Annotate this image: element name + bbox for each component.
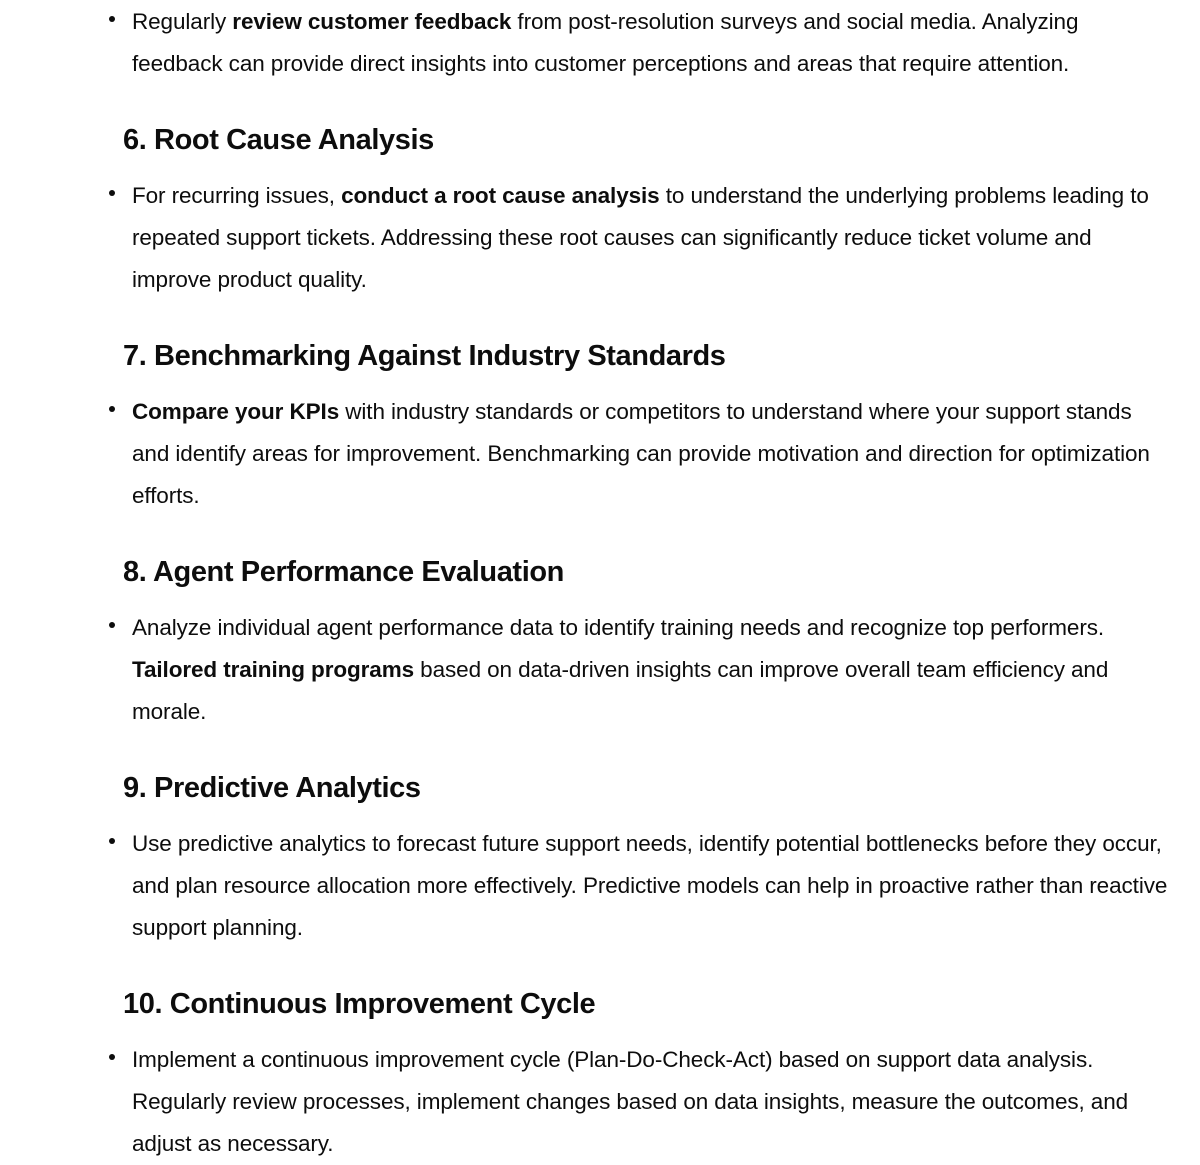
section-heading: 8. Agent Performance Evaluation (123, 556, 564, 588)
list-item-text: Regularly review customer feedback from post-resolution surveys and social media. Analyzing feedback can provide direct insights into customer perceptions and areas that require attention. (132, 9, 1079, 76)
list-item-text: Analyze individual agent performance data to identify training needs and recognize top performers. Tailored training programs based on data-driven insights can improve overall team efficiency and morale. (132, 615, 1109, 724)
bullet-icon (109, 622, 115, 628)
list-item (109, 823, 1169, 949)
section-heading: 9. Predictive Analytics (123, 772, 421, 804)
list-item-text: Use predictive analytics to forecast future support needs, identify potential bottlenecks before they occur, and plan resource allocation more effectively. Predictive models can help in proactive rather than reactive support planning. (132, 831, 1168, 940)
list-item-text: Implement a continuous improvement cycle (Plan-Do-Check-Act) based on support data analysis. Regularly review processes, implement changes based on data insights, measure the outcomes, and adjust as necessary. (132, 1047, 1129, 1156)
section-heading: 6. Root Cause Analysis (123, 124, 434, 156)
section-heading: 7. Benchmarking Against Industry Standards (123, 340, 726, 372)
list-item (109, 1039, 1169, 1165)
list-item (109, 1, 1169, 85)
bullet-icon (109, 838, 115, 844)
bullet-icon (109, 190, 115, 196)
section-heading: 10. Continuous Improvement Cycle (123, 988, 596, 1020)
list-item (109, 607, 1169, 733)
bullet-icon (109, 406, 115, 412)
list-item (109, 391, 1169, 517)
list-item-text: Compare your KPIs with industry standards or competitors to understand where your support stands and identify areas for improvement. Benchmarking can provide motivation and direction for optimization efforts. (132, 399, 1150, 508)
bullet-icon (109, 1054, 115, 1060)
bullet-icon (109, 16, 115, 22)
list-item (109, 175, 1169, 301)
list-item-text: For recurring issues, conduct a root cause analysis to understand the underlying problems leading to repeated support tickets. Addressing these root causes can significantly reduce ticket volume and improve product quality. (132, 183, 1149, 292)
